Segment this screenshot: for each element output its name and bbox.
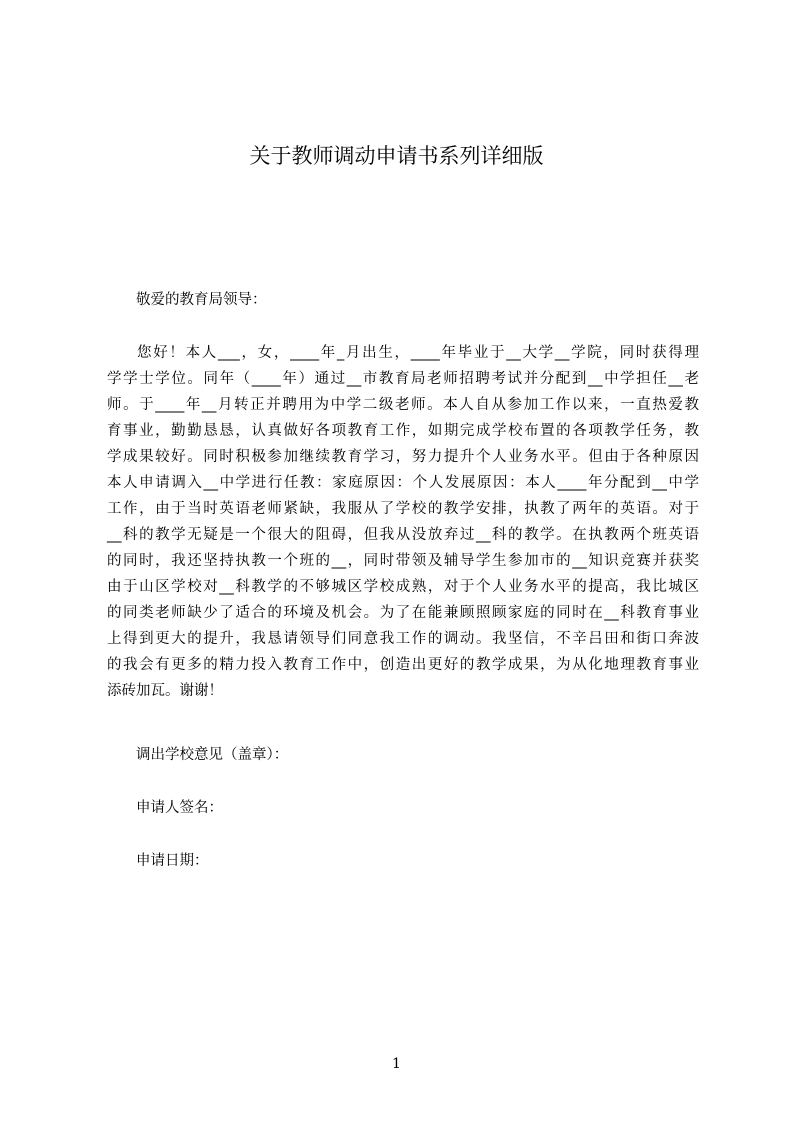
body-line: 由于山区学校对__科教学的不够城区学校成熟，对于个人业务水平的提高，我比城区 [107,579,699,595]
body-line: 的同时，我还坚持执教一个班的__，同时带领及辅导学生参加市的__知识竞赛并获奖 [107,553,699,569]
application-date-label: 申请日期： [136,853,209,869]
body-line: 添砖加瓦。谢谢！ [107,683,223,699]
body-line: 工作，由于当时英语老师紧缺，我服从了学校的教学安排，执教了两年的英语。对于 [107,501,699,517]
body-line: __科的教学无疑是一个很大的阻碍，但我从没放弃过__科的教学。在执教两个班英语 [107,527,699,543]
body-line: 上得到更大的提升，我恳请领导们同意我工作的调动。我坚信，不辛吕田和街口奔波 [107,631,699,647]
page-title: 关于教师调动申请书系列详细版 [249,144,544,168]
body-line: 您好！本人___，女，____年_月出生，____年毕业于__大学__学院，同时获得理 [137,345,699,361]
body-line: 学学士学位。同年（____年）通过__市教育局老师招聘考试并分配到__中学担任__老 [107,371,699,387]
body-line: 育事业，勤勤恳恳，认真做好各项教育工作，如期完成学校布置的各项教学任务，教 [107,423,699,439]
body-line: 本人申请调入__中学进行任教：家庭原因：个人发展原因：本人____年分配到__中学 [107,475,699,491]
salutation: 敬爱的教育局领导： [136,292,267,308]
applicant-signature-label: 申请人签名： [136,800,223,816]
school-opinion-label: 调出学校意见（盖章）： [136,747,289,763]
body-line: 学成果较好。同时积极参加继续教育学习，努力提升个人业务水平。但由于各种原因 [107,449,699,465]
letter-body [107,340,699,704]
page-number: 1 [392,1056,401,1072]
body-line: 师。于____年__月转正并聘用为中学二级老师。本人自从参加工作以来，一直热爱教 [107,397,699,413]
body-line: 的我会有更多的精力投入教育工作中，创造出更好的教学成果，为从化地理教育事业 [107,657,699,673]
body-line: 的同类老师缺少了适合的环境及机会。为了在能兼顾照顾家庭的同时在__科教育事业 [107,605,699,621]
